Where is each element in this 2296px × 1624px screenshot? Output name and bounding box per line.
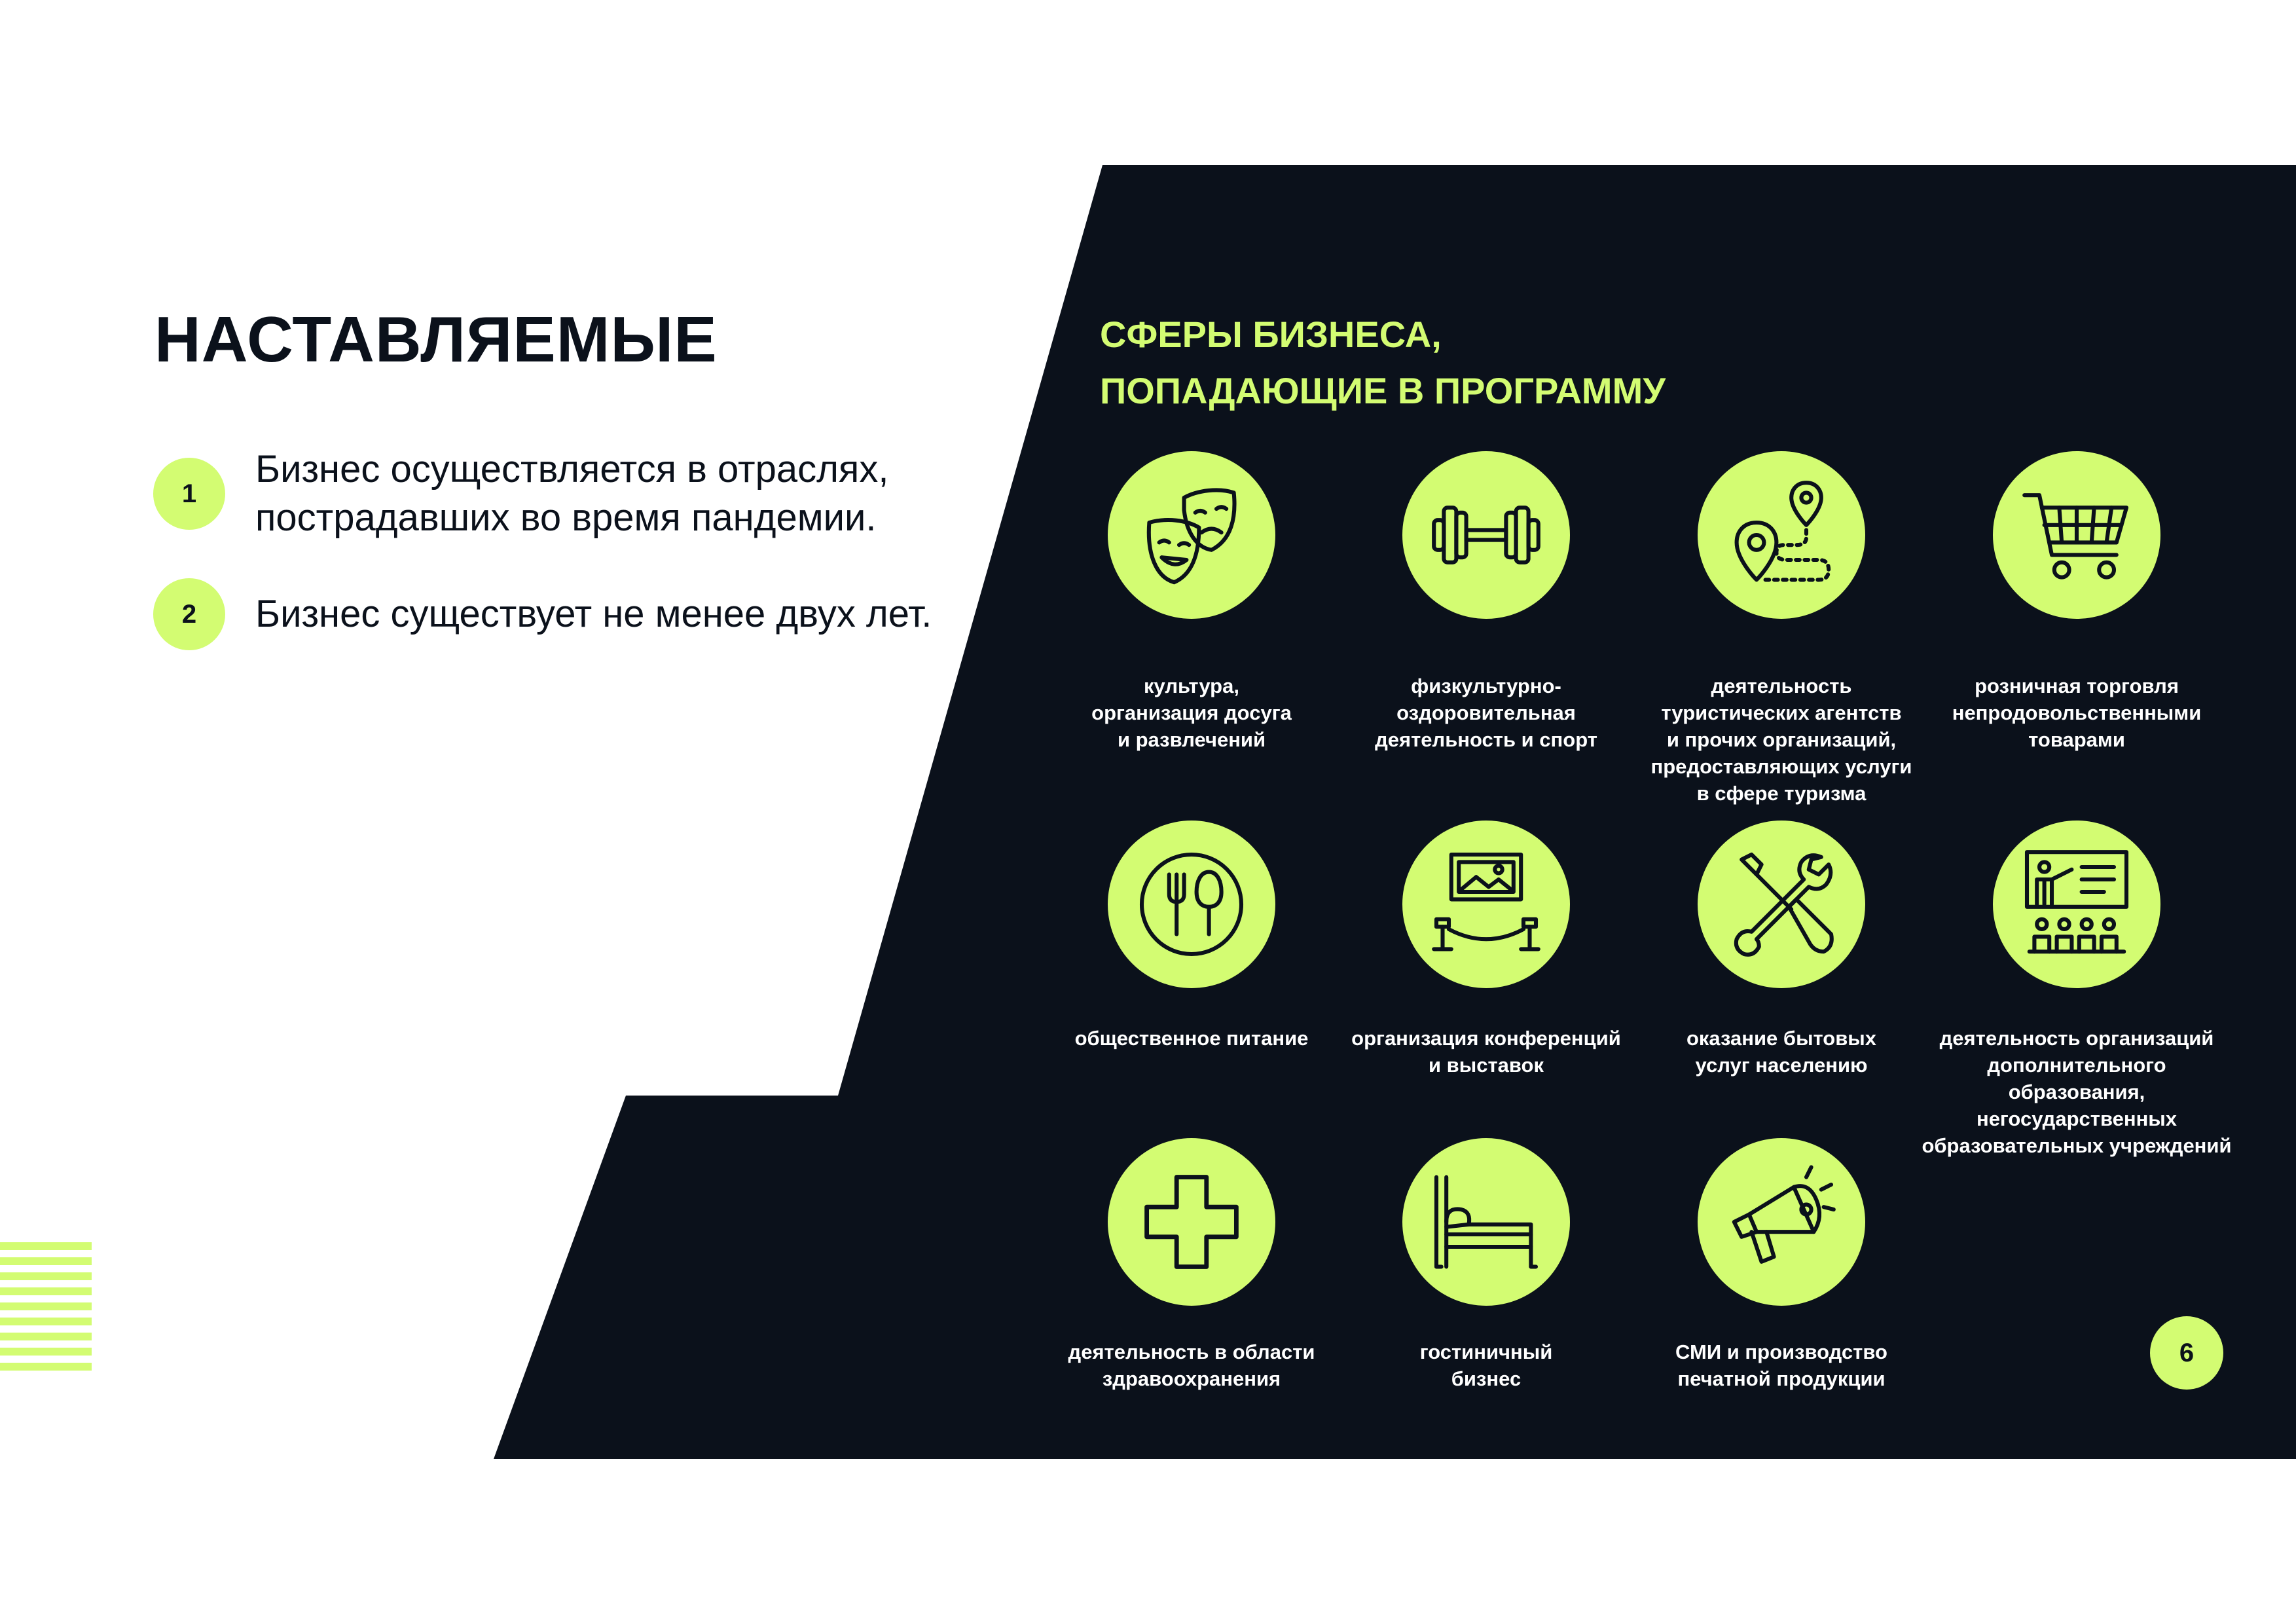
sphere-label: физкультурно- оздоровительная деятельность и спорт <box>1375 674 1597 751</box>
criterion-number-badge: 2 <box>153 578 225 650</box>
sphere-label: деятельность в области здравоохранения <box>1068 1340 1315 1390</box>
sphere-label: общественное питание <box>1074 1027 1309 1050</box>
sphere-education <box>1920 821 2234 1159</box>
spheres-title: СФЕРЫ БИЗНЕСА, ПОПАДАЮЩИЕ В ПРОГРАММУ <box>1100 314 1666 411</box>
sphere-label: оказание бытовых услуг населению <box>1686 1027 1877 1077</box>
sphere-catering <box>1034 821 1349 1052</box>
criterion-item <box>153 578 932 650</box>
exhibition-icon <box>1424 842 1548 967</box>
sphere-label: СМИ и производство печатной продукции <box>1675 1340 1887 1390</box>
sphere-hotels <box>1329 1138 1643 1392</box>
sphere-label: организация конференций и выставок <box>1351 1027 1621 1077</box>
tools-icon <box>1719 842 1844 967</box>
page-title: НАСТАВЛЯЕМЫЕ <box>155 303 718 375</box>
sphere-label: деятельность туристических агентств и прочих организаций, предоставляющих услуги в сфере туризма <box>1650 674 1912 805</box>
route-pins-icon <box>1719 473 1844 597</box>
page-number-badge: 6 <box>2150 1316 2223 1390</box>
medical-cross-icon <box>1129 1160 1254 1284</box>
criterion-text: Бизнес существует не менее двух лет. <box>255 593 932 635</box>
hotel-bed-icon <box>1424 1160 1548 1284</box>
sphere-services <box>1624 821 1939 1079</box>
dumbbell-icon <box>1424 473 1548 597</box>
sphere-label: гостиничный бизнес <box>1419 1340 1553 1390</box>
criterion-text: Бизнес осуществляется в отраслях, пострадавших во время пандемии. <box>255 448 889 539</box>
sphere-exhibitions <box>1329 821 1643 1079</box>
criterion-item <box>153 445 888 542</box>
classroom-icon <box>2014 842 2139 967</box>
sphere-tourism <box>1624 451 1939 807</box>
megaphone-icon <box>1719 1160 1844 1284</box>
sphere-label: деятельность организаций дополнительного образования, негосударственных образовательных учреждений <box>1922 1027 2232 1157</box>
sphere-culture <box>1034 451 1349 753</box>
sphere-sport <box>1329 451 1643 753</box>
theater-masks-icon <box>1129 473 1254 597</box>
decorative-stripes <box>0 1242 92 1378</box>
sphere-media <box>1624 1138 1939 1392</box>
plate-cutlery-icon <box>1129 842 1254 967</box>
sphere-label: культура, организация досуга и развлечений <box>1091 674 1292 751</box>
sphere-healthcare <box>1034 1138 1349 1392</box>
sphere-label: розничная торговля непродовольственными товарами <box>1952 674 2202 751</box>
shopping-cart-icon <box>2014 473 2139 597</box>
sphere-retail <box>1920 451 2234 753</box>
criterion-number-badge: 1 <box>153 458 225 530</box>
